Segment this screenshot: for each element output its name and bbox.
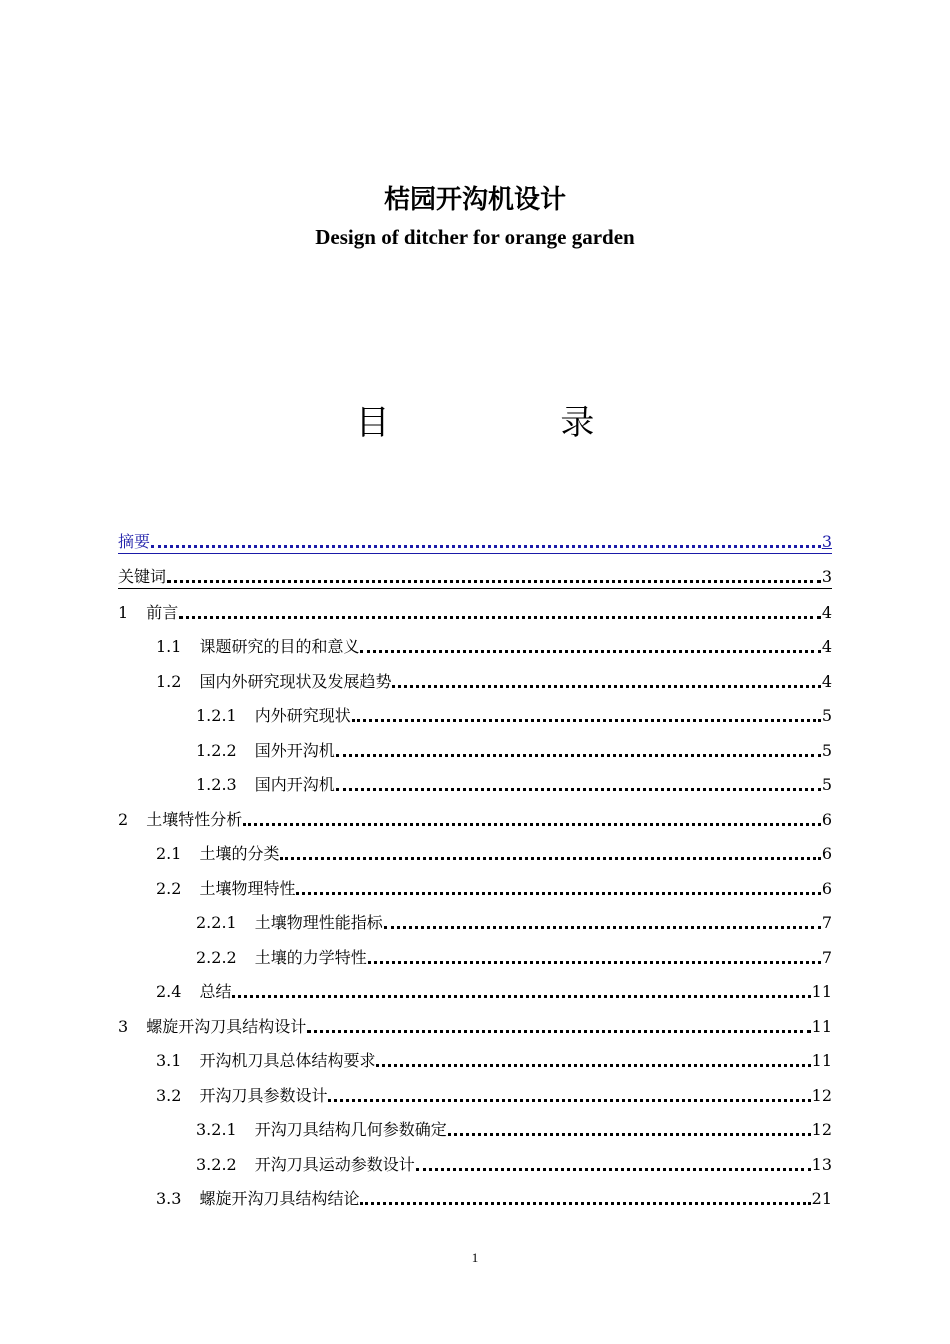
- toc-entry-number: 2.2: [156, 878, 182, 898]
- toc-entry-number: 2.4: [156, 982, 182, 1001]
- toc-entry-text: 螺旋开沟刀具结构设计: [146, 1016, 307, 1036]
- toc-entry[interactable]: [118, 1107, 832, 1142]
- toc-entry-text: 开沟刀具运动参数设计: [254, 1154, 415, 1174]
- toc-entry-label: [156, 1050, 375, 1072]
- toc-entry[interactable]: [118, 589, 832, 624]
- toc-entry-label: [156, 1188, 359, 1210]
- toc-entry[interactable]: [118, 762, 832, 797]
- toc-entry-page: 7: [821, 913, 832, 932]
- toc-entry[interactable]: [118, 1141, 832, 1176]
- toc-entry-text: 开沟机刀具总体结构要求: [199, 1051, 376, 1070]
- toc-entry-page: 12: [811, 1085, 832, 1105]
- toc-entry-label: [196, 947, 367, 969]
- toc-entry[interactable]: [118, 900, 832, 935]
- toc-entry-number: 1.2.2: [196, 740, 237, 760]
- toc-entry-label: [118, 1016, 306, 1038]
- toc-entry-text: 关键词: [118, 567, 167, 586]
- toc-entry-number: 1: [118, 602, 129, 622]
- toc-dot-leader: [416, 1168, 811, 1171]
- toc-dot-leader: [352, 719, 821, 722]
- toc-entry-label: [196, 740, 335, 762]
- toc-entry-number: 2: [118, 809, 129, 829]
- toc-dot-leader: [376, 1064, 810, 1067]
- toc-entry-number: 1.2: [156, 671, 182, 691]
- toc-entry-text: 开沟刀具结构几何参数确定: [254, 1120, 447, 1139]
- toc-entry-page: 13: [811, 1154, 832, 1174]
- toc-entry-label: [156, 1085, 327, 1107]
- toc-entry[interactable]: [118, 831, 832, 866]
- toc-entry-number: 3.2: [156, 1085, 182, 1105]
- toc-dot-leader: [232, 995, 810, 998]
- toc-entry-text: 国内开沟机: [254, 775, 335, 794]
- toc-entry-page: 4: [821, 671, 832, 691]
- toc-entry-label: [156, 671, 391, 693]
- toc-entry-label: [118, 602, 178, 624]
- toc-entry[interactable]: [118, 934, 832, 969]
- toc-entry[interactable]: [118, 554, 832, 590]
- toc-entry[interactable]: [118, 518, 832, 554]
- toc-entry-label: [118, 531, 150, 553]
- toc-entry[interactable]: [118, 1038, 832, 1073]
- toc-entry-page: 5: [821, 740, 832, 760]
- toc-entry[interactable]: [118, 727, 832, 762]
- toc-entry-text: 开沟刀具参数设计: [199, 1085, 328, 1105]
- toc-dot-leader: [179, 616, 821, 619]
- toc-entry-number: 3.2.1: [196, 1120, 237, 1139]
- toc-heading: 目 录: [355, 403, 675, 443]
- toc-entry-page: 11: [811, 1051, 832, 1070]
- toc-entry[interactable]: [118, 624, 832, 659]
- toc-entry-label: [196, 705, 351, 727]
- toc-entry-text: 国外开沟机: [254, 740, 335, 760]
- toc-entry-page: 7: [821, 947, 832, 967]
- toc-entry[interactable]: [118, 969, 832, 1004]
- toc-entry-text: 土壤物理性能指标: [254, 913, 383, 932]
- toc-entry-text: 内外研究现状: [254, 706, 351, 725]
- toc-entry-label: [196, 1119, 447, 1141]
- toc-dot-leader: [336, 754, 821, 757]
- toc-entry[interactable]: [118, 693, 832, 728]
- toc-entry-number: 1.2.1: [196, 706, 237, 725]
- toc-entry-text: 土壤物理特性: [199, 878, 296, 898]
- toc-entry-number: 3.1: [156, 1051, 182, 1070]
- toc-dot-leader: [360, 650, 820, 653]
- toc-entry-text: 螺旋开沟刀具结构结论: [199, 1189, 360, 1208]
- toc-entry-number: 2.1: [156, 844, 182, 863]
- toc-entry-page: 4: [821, 637, 832, 656]
- toc-entry-page: 11: [811, 1016, 832, 1036]
- toc-entry[interactable]: [118, 658, 832, 693]
- toc-dot-leader: [296, 892, 820, 895]
- toc-entry-number: 3: [118, 1016, 129, 1036]
- toc-entry-label: [196, 1154, 415, 1176]
- toc-entry-page: 11: [811, 982, 832, 1001]
- toc-entry-text: 摘要: [118, 531, 151, 551]
- toc-entry-page: 6: [821, 844, 832, 863]
- toc-entry-page: 5: [821, 775, 832, 794]
- document-title-english: Design of ditcher for orange garden: [315, 225, 635, 249]
- toc-dot-leader: [384, 926, 821, 929]
- toc-dot-leader: [448, 1133, 811, 1136]
- toc-entry-label: [156, 981, 231, 1003]
- toc-entry[interactable]: [118, 1003, 832, 1038]
- toc-dot-leader: [336, 788, 821, 791]
- toc-entry-page: 6: [821, 809, 832, 829]
- toc-entry-text: 国内外研究现状及发展趋势: [199, 671, 392, 691]
- toc-entry-number: 1.2.3: [196, 775, 237, 794]
- toc-entry-number: 2.2.1: [196, 913, 237, 932]
- toc-entry-label: [196, 912, 383, 934]
- toc-dot-leader: [280, 857, 820, 860]
- toc-entry-number: 1.1: [156, 637, 182, 656]
- toc-entry-text: 总结: [199, 982, 232, 1001]
- toc-dot-leader: [328, 1099, 810, 1102]
- toc-dot-leader: [368, 961, 821, 964]
- toc-entry-label: [156, 843, 279, 865]
- toc-dot-leader: [151, 545, 821, 548]
- toc-entry-page: 3: [821, 567, 832, 586]
- toc-entry-page: 6: [821, 878, 832, 898]
- toc-entry-text: 土壤的分类: [199, 844, 280, 863]
- table-of-contents: [118, 518, 832, 1210]
- toc-entry[interactable]: [118, 1176, 832, 1211]
- page-number: 1: [471, 1250, 479, 1265]
- toc-entry-label: [156, 878, 295, 900]
- toc-entry-label: [118, 566, 166, 588]
- toc-entry-page: 4: [821, 602, 832, 622]
- toc-entry-page: 3: [821, 531, 832, 551]
- toc-entry-number: 3.2.2: [196, 1154, 237, 1174]
- toc-entry-text: 土壤特性分析: [146, 809, 243, 829]
- toc-dot-leader: [167, 580, 821, 583]
- toc-dot-leader: [392, 685, 820, 688]
- toc-entry-text: 前言: [146, 602, 179, 622]
- document-title-chinese: 桔园开沟机设计: [383, 185, 566, 215]
- toc-entry-page: 5: [821, 706, 832, 725]
- toc-dot-leader: [243, 823, 821, 826]
- toc-dot-leader: [307, 1030, 810, 1033]
- toc-entry-text: 课题研究的目的和意义: [199, 637, 360, 656]
- toc-entry-page: 12: [811, 1120, 832, 1139]
- toc-entry[interactable]: [118, 865, 832, 900]
- toc-entry-number: 2.2.2: [196, 947, 237, 967]
- toc-entry-label: [196, 774, 335, 796]
- toc-entry-text: 土壤的力学特性: [254, 947, 367, 967]
- toc-dot-leader: [360, 1202, 810, 1205]
- toc-entry-label: [156, 636, 359, 658]
- toc-entry-label: [118, 809, 242, 831]
- toc-entry[interactable]: [118, 1072, 832, 1107]
- toc-entry[interactable]: [118, 796, 832, 831]
- toc-entry-number: 3.3: [156, 1189, 182, 1208]
- toc-entry-page: 21: [811, 1189, 832, 1208]
